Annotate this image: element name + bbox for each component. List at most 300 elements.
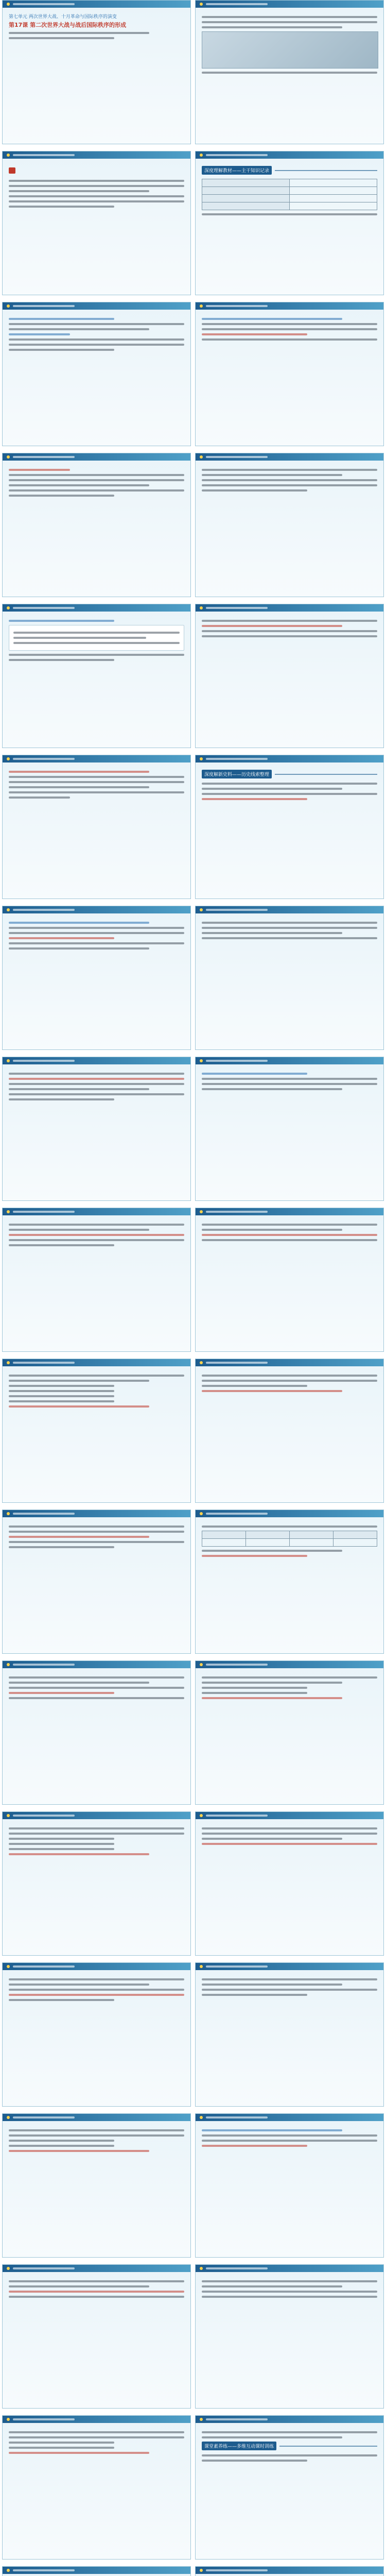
header-bar bbox=[206, 154, 268, 156]
table-cell bbox=[246, 1531, 290, 1539]
section-mark bbox=[202, 166, 377, 175]
bullet-icon bbox=[7, 1663, 10, 1666]
text-line bbox=[202, 630, 377, 632]
header-bar bbox=[206, 1211, 268, 1213]
slide-exercise-3 bbox=[2, 1660, 191, 1805]
section-tag: 课堂素养练——多维互动课时训练 bbox=[202, 2442, 276, 2450]
text-line bbox=[9, 1827, 184, 1829]
section-rule bbox=[275, 774, 377, 775]
text-line bbox=[9, 185, 184, 187]
text-line bbox=[202, 1989, 377, 1991]
text-line bbox=[202, 2296, 377, 2298]
section-rule bbox=[279, 2446, 377, 2447]
text-line bbox=[9, 659, 114, 661]
text-line bbox=[202, 72, 377, 74]
text-line bbox=[9, 2150, 149, 2152]
header-bar bbox=[13, 1211, 75, 1213]
text-line bbox=[202, 1978, 377, 1980]
text-line bbox=[9, 942, 184, 944]
text-line bbox=[202, 798, 307, 800]
bullet-icon bbox=[7, 757, 10, 760]
text-line bbox=[9, 195, 184, 197]
slide-title bbox=[2, 0, 191, 144]
text-line bbox=[202, 927, 377, 929]
header-bar bbox=[206, 758, 268, 760]
text-line bbox=[202, 2129, 342, 2131]
slide-header bbox=[196, 1963, 383, 1970]
text-line bbox=[202, 620, 377, 622]
text-line bbox=[9, 474, 184, 476]
text-line bbox=[202, 1088, 342, 1090]
slide-header bbox=[196, 302, 383, 310]
text-line bbox=[202, 16, 377, 18]
text-line bbox=[9, 1838, 114, 1840]
header-bar bbox=[13, 456, 75, 458]
text-line bbox=[9, 32, 149, 34]
bullet-icon bbox=[200, 606, 203, 609]
header-bar bbox=[13, 909, 75, 911]
slide-section-d-2 bbox=[195, 2566, 384, 2576]
text-line bbox=[202, 489, 307, 492]
section-mark bbox=[202, 2442, 377, 2450]
header-bar bbox=[206, 3, 268, 5]
text-line bbox=[9, 2447, 114, 2449]
text-line bbox=[9, 1244, 114, 1246]
slide-section-c-3 bbox=[195, 1057, 384, 1201]
text-line bbox=[202, 1676, 377, 1679]
slide-exercise-8 bbox=[2, 2415, 191, 2560]
slide-knowledge-3 bbox=[2, 604, 191, 748]
timeline-table bbox=[202, 179, 377, 210]
text-line bbox=[202, 21, 377, 23]
header-bar bbox=[13, 2267, 75, 2269]
slide-header bbox=[3, 1963, 190, 1970]
text-line bbox=[9, 1676, 184, 1679]
table-cell bbox=[202, 179, 290, 187]
text-line bbox=[9, 932, 184, 934]
slide-section-c bbox=[195, 755, 384, 899]
text-line bbox=[9, 2291, 184, 2293]
slide-section-d bbox=[195, 2415, 384, 2560]
header-bar bbox=[206, 1060, 268, 1062]
table-cell bbox=[202, 1531, 246, 1539]
text-line bbox=[202, 1550, 342, 1552]
header-bar bbox=[206, 2418, 268, 2420]
text-line bbox=[202, 625, 342, 627]
text-line bbox=[202, 1078, 377, 1080]
slide-header bbox=[3, 1208, 190, 1215]
header-bar bbox=[206, 1362, 268, 1364]
text-line bbox=[202, 1555, 307, 1557]
table-cell bbox=[202, 1539, 246, 1547]
slide-header bbox=[196, 2114, 383, 2121]
bullet-icon bbox=[200, 2418, 203, 2421]
bullet-icon bbox=[200, 1059, 203, 1062]
table-cell bbox=[202, 195, 290, 202]
slide-header bbox=[3, 453, 190, 461]
bullet-icon bbox=[200, 2116, 203, 2119]
text-line bbox=[9, 2145, 114, 2147]
text-line bbox=[9, 781, 184, 783]
bullet-icon bbox=[200, 757, 203, 760]
slide-background bbox=[2, 151, 191, 295]
text-line bbox=[13, 632, 180, 634]
text-line bbox=[9, 2442, 114, 2444]
section-mark bbox=[202, 770, 377, 778]
text-line bbox=[9, 1073, 184, 1075]
slide-header bbox=[196, 1661, 383, 1668]
slide-source-1 bbox=[2, 906, 191, 1050]
slide-header bbox=[196, 453, 383, 461]
text-line bbox=[9, 1978, 184, 1980]
slide-section-b-4 bbox=[195, 604, 384, 748]
text-line bbox=[9, 937, 114, 939]
bullet-icon bbox=[7, 1059, 10, 1062]
text-line bbox=[9, 190, 149, 192]
bullet-icon bbox=[200, 304, 203, 308]
slide-header bbox=[3, 1359, 190, 1366]
text-line bbox=[202, 1375, 377, 1377]
slide-knowledge-4 bbox=[2, 755, 191, 899]
text-line bbox=[202, 1838, 342, 1840]
text-line bbox=[202, 937, 377, 939]
text-line bbox=[9, 1229, 149, 1231]
header-bar bbox=[206, 2569, 268, 2571]
text-line bbox=[202, 1229, 342, 1231]
bullet-icon bbox=[7, 304, 10, 308]
slide-header bbox=[196, 2265, 383, 2272]
text-line bbox=[202, 2140, 377, 2142]
text-line bbox=[9, 1682, 149, 1684]
section-badge bbox=[9, 167, 15, 174]
slide-header bbox=[3, 1812, 190, 1819]
bullet-icon bbox=[200, 1965, 203, 1968]
text-line bbox=[9, 1546, 114, 1548]
bullet-icon bbox=[7, 908, 10, 911]
text-line bbox=[9, 206, 114, 208]
text-line bbox=[9, 1395, 114, 1397]
text-line bbox=[202, 1083, 377, 1085]
header-bar bbox=[13, 607, 75, 609]
text-line bbox=[9, 947, 149, 950]
section-tag: 深度解新史料——历史线索整理 bbox=[202, 770, 272, 778]
slide-header bbox=[3, 302, 190, 310]
slide-section-c-6 bbox=[195, 1660, 384, 1805]
slide-header bbox=[3, 1, 190, 8]
text-line bbox=[9, 2431, 184, 2433]
header-bar bbox=[206, 1513, 268, 1515]
slide-exercise-4 bbox=[2, 1811, 191, 1956]
slide-header bbox=[196, 2416, 383, 2423]
text-line bbox=[202, 932, 342, 934]
text-line bbox=[9, 1224, 184, 1226]
slide-header bbox=[196, 1812, 383, 1819]
text-line bbox=[9, 1088, 149, 1090]
left-column bbox=[2, 0, 191, 2576]
text-line bbox=[9, 620, 114, 622]
slide-exercise-9 bbox=[2, 2566, 191, 2576]
text-line bbox=[9, 344, 184, 346]
text-line bbox=[9, 469, 70, 471]
bullet-icon bbox=[200, 2267, 203, 2270]
header-bar bbox=[13, 1060, 75, 1062]
slide-table bbox=[195, 1510, 384, 1654]
slide-header bbox=[3, 1057, 190, 1064]
text-line bbox=[9, 2452, 149, 2454]
text-line bbox=[202, 2454, 377, 2456]
text-line bbox=[9, 2436, 184, 2438]
text-line bbox=[9, 1526, 184, 1528]
slide-source-3 bbox=[2, 1208, 191, 1352]
text-line bbox=[9, 349, 114, 351]
right-column bbox=[195, 0, 384, 2576]
slide-header bbox=[196, 2567, 383, 2574]
text-line bbox=[9, 1833, 184, 1835]
text-line bbox=[202, 1994, 307, 1996]
text-line bbox=[9, 489, 184, 492]
slide-header bbox=[3, 1661, 190, 1668]
text-line bbox=[202, 333, 307, 335]
slide-section-c-8 bbox=[195, 1962, 384, 2107]
text-line bbox=[9, 1400, 114, 1402]
text-line bbox=[9, 1098, 114, 1100]
text-line bbox=[202, 1234, 377, 1236]
bullet-icon bbox=[200, 1210, 203, 1213]
text-line bbox=[9, 1848, 114, 1850]
slide-header bbox=[196, 1510, 383, 1517]
text-line bbox=[9, 1692, 114, 1694]
text-line bbox=[202, 2134, 377, 2137]
text-line bbox=[9, 479, 184, 481]
slide-exercise-2 bbox=[2, 1510, 191, 1654]
text-line bbox=[9, 1697, 184, 1699]
slide-knowledge-2 bbox=[2, 453, 191, 597]
text-line bbox=[9, 796, 70, 799]
table-cell bbox=[290, 1539, 334, 1547]
slide-header bbox=[3, 151, 190, 159]
text-line bbox=[9, 786, 149, 788]
section-tag: 深度理解教材——主干知识记录 bbox=[202, 166, 272, 175]
text-line bbox=[9, 37, 114, 39]
text-line bbox=[202, 1692, 307, 1694]
header-bar bbox=[13, 3, 75, 5]
header-bar bbox=[206, 909, 268, 911]
slide-section-c-2 bbox=[195, 906, 384, 1050]
text-line bbox=[9, 2134, 184, 2137]
text-line bbox=[9, 318, 114, 320]
text-line bbox=[202, 2460, 307, 2462]
text-line bbox=[9, 1994, 184, 1996]
slide-exercise-6 bbox=[2, 2113, 191, 2258]
text-line bbox=[9, 1999, 114, 2001]
table-cell bbox=[290, 187, 377, 195]
content-box bbox=[9, 625, 184, 651]
text-line bbox=[9, 654, 184, 656]
text-line bbox=[202, 328, 377, 330]
text-line bbox=[202, 2436, 342, 2438]
header-bar bbox=[206, 305, 268, 307]
bullet-icon bbox=[7, 1814, 10, 1817]
section-rule bbox=[275, 170, 377, 171]
text-line bbox=[9, 776, 184, 778]
text-line bbox=[9, 1234, 184, 1236]
table-cell bbox=[202, 202, 290, 210]
header-bar bbox=[206, 1965, 268, 1968]
table-cell bbox=[334, 1531, 377, 1539]
table-cell bbox=[290, 1531, 334, 1539]
bullet-icon bbox=[7, 1965, 10, 1968]
slide-exercise-7 bbox=[2, 2264, 191, 2409]
slide-header bbox=[196, 755, 383, 762]
text-line bbox=[9, 1093, 184, 1095]
text-line bbox=[202, 1380, 377, 1382]
text-line bbox=[202, 2431, 377, 2433]
bullet-icon bbox=[7, 154, 10, 157]
text-line bbox=[202, 479, 377, 481]
bullet-icon bbox=[7, 2267, 10, 2270]
text-line bbox=[202, 213, 377, 215]
slide-header bbox=[3, 2265, 190, 2272]
text-line bbox=[9, 2140, 114, 2142]
table-cell bbox=[290, 195, 377, 202]
text-line bbox=[202, 635, 377, 637]
bullet-icon bbox=[7, 1210, 10, 1213]
slide-header bbox=[196, 151, 383, 159]
slide-header bbox=[196, 1359, 383, 1366]
header-bar bbox=[206, 1815, 268, 1817]
text-line bbox=[9, 323, 184, 325]
text-line bbox=[202, 1390, 342, 1392]
slide-header bbox=[196, 1, 383, 8]
table-cell bbox=[202, 187, 290, 195]
text-line bbox=[9, 1390, 114, 1392]
text-line bbox=[9, 338, 184, 341]
illustration bbox=[202, 31, 378, 69]
text-line bbox=[13, 637, 146, 639]
text-line bbox=[9, 1984, 149, 1986]
bullet-icon bbox=[200, 1814, 203, 1817]
header-bar bbox=[13, 1965, 75, 1968]
text-line bbox=[9, 1380, 149, 1382]
slide-section-c-7 bbox=[195, 1811, 384, 1956]
header-bar bbox=[13, 1815, 75, 1817]
slide-header bbox=[3, 2567, 190, 2574]
slide-header bbox=[196, 604, 383, 612]
text-line bbox=[202, 2291, 377, 2293]
text-line bbox=[13, 642, 180, 644]
slide-header bbox=[3, 755, 190, 762]
lesson-title: 第17课 第二次世界大战与战后国际秩序的形成 bbox=[9, 22, 127, 28]
text-line bbox=[202, 2145, 307, 2147]
slide-source-2 bbox=[2, 1057, 191, 1201]
header-bar bbox=[206, 607, 268, 609]
header-bar bbox=[13, 2418, 75, 2420]
slide-section-b bbox=[195, 151, 384, 295]
slide-header bbox=[3, 906, 190, 913]
bullet-icon bbox=[7, 1361, 10, 1364]
bullet-icon bbox=[7, 2569, 10, 2572]
header-bar bbox=[13, 1513, 75, 1515]
bullet-icon bbox=[200, 1663, 203, 1666]
text-line bbox=[9, 2285, 149, 2287]
text-line bbox=[202, 1073, 307, 1075]
table-cell bbox=[290, 179, 377, 187]
slide-header bbox=[3, 2114, 190, 2121]
text-line bbox=[9, 2296, 184, 2298]
text-line bbox=[9, 2280, 184, 2282]
text-line bbox=[9, 1078, 184, 1080]
text-line bbox=[202, 922, 377, 924]
text-line bbox=[9, 333, 70, 335]
text-line bbox=[202, 1526, 377, 1528]
slide-intro bbox=[195, 0, 384, 144]
text-line bbox=[9, 771, 149, 773]
text-line bbox=[202, 1385, 307, 1387]
text-line bbox=[9, 927, 184, 929]
header-bar bbox=[13, 1664, 75, 1666]
header-bar bbox=[206, 1664, 268, 1666]
text-line bbox=[9, 922, 149, 924]
bullet-icon bbox=[7, 2418, 10, 2421]
text-line bbox=[202, 788, 342, 790]
slide-section-c-9 bbox=[195, 2113, 384, 2258]
data-table bbox=[202, 1531, 377, 1547]
text-line bbox=[9, 791, 184, 793]
slide-header bbox=[3, 1510, 190, 1517]
text-line bbox=[9, 1687, 184, 1689]
header-bar bbox=[13, 305, 75, 307]
bullet-icon bbox=[200, 1361, 203, 1364]
slide-section-c-5 bbox=[195, 1359, 384, 1503]
text-line bbox=[9, 1853, 149, 1855]
bullet-icon bbox=[200, 455, 203, 459]
bullet-icon bbox=[7, 2116, 10, 2119]
slide-section-b-2 bbox=[195, 302, 384, 446]
text-line bbox=[9, 1536, 149, 1538]
header-bar bbox=[13, 758, 75, 760]
text-line bbox=[9, 1843, 114, 1845]
text-line bbox=[202, 323, 377, 325]
bullet-icon bbox=[200, 908, 203, 911]
text-line bbox=[202, 2285, 342, 2287]
slide-section-c-10 bbox=[195, 2264, 384, 2409]
text-line bbox=[202, 1697, 342, 1699]
text-line bbox=[202, 469, 377, 471]
header-bar bbox=[13, 2116, 75, 2119]
text-line bbox=[202, 1843, 377, 1845]
slide-header bbox=[196, 1057, 383, 1064]
text-line bbox=[9, 1541, 184, 1543]
table-cell bbox=[246, 1539, 290, 1547]
text-line bbox=[9, 1989, 184, 1991]
slide-knowledge-1 bbox=[2, 302, 191, 446]
slide-exercise-5 bbox=[2, 1962, 191, 2107]
text-line bbox=[202, 1682, 342, 1684]
text-line bbox=[9, 180, 184, 182]
text-line bbox=[202, 338, 377, 341]
header-bar bbox=[13, 154, 75, 156]
bullet-icon bbox=[7, 1512, 10, 1515]
slide-header bbox=[196, 1208, 383, 1215]
text-line bbox=[202, 1224, 377, 1226]
text-line bbox=[202, 1239, 377, 1241]
table-cell bbox=[334, 1539, 377, 1547]
text-line bbox=[202, 1984, 342, 1986]
text-line bbox=[9, 1385, 114, 1387]
text-line bbox=[9, 328, 149, 330]
text-line bbox=[202, 793, 377, 795]
header-bar bbox=[13, 1362, 75, 1364]
